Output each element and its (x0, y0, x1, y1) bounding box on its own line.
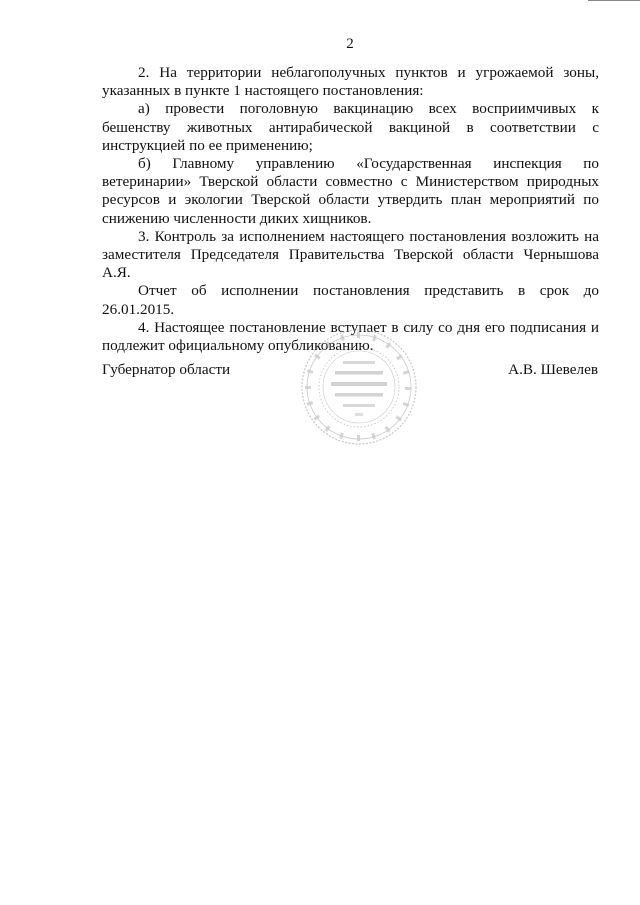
paragraph-item-4: 4. Настоящее постановление вступает в силу со дня его подписания и подлежит официальному опубликованию. (102, 318, 599, 355)
corner-line (588, 0, 640, 1)
document-body (102, 64, 599, 355)
signatory-position: Губернатор области (102, 361, 231, 378)
paragraph-subitem-b: б) Главному управлению «Государственная инспекция по ветеринарии» Тверской области совместно с Министерством природных ресурсов и экологии Тверской области утвердить план мероприятий по снижению численности диких хищников. (102, 155, 599, 227)
paragraph-item-3: 3. Контроль за исполнением настоящего постановления возложить на заместителя Председателя Правительства Тверской области Чернышова А.Я. (102, 227, 599, 282)
signatory-name: А.В. Шевелев (508, 361, 598, 378)
paragraph-subitem-a: а) провести поголовную вакцинацию всех восприимчивых к бешенству животных антирабической вакциной в соответствии с инструкцией по ее применению; (102, 100, 599, 154)
paragraph-report: Отчет об исполнении постановления представить в срок до 26.01.2015. (102, 282, 599, 318)
paragraph-item-2: 2. На территории неблагополучных пунктов и угрожаемой зоны, указанных в пункте 1 настоящего постановления: (102, 64, 599, 100)
official-seal-stamp (299, 327, 419, 447)
page-number: 2 (346, 36, 354, 52)
